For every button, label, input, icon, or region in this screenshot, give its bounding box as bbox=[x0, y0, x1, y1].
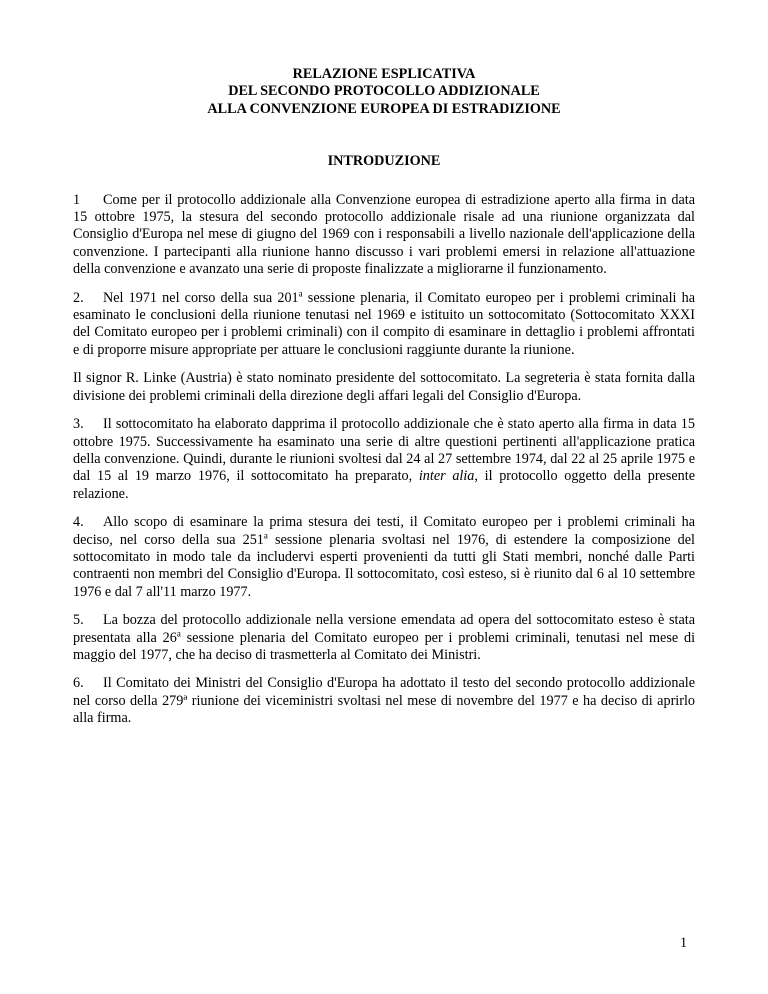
paragraph-number: 5. bbox=[73, 612, 84, 629]
paragraph-text: sessione plenaria, il Comitato europeo per i problemi criminali ha esaminato le conclusioni della riunione tenutasi nel 1969 e istituito un sottocomitato (Sottocomitato XXXI del Comitato europeo per i problemi criminali) con il compito di esaminare in dettaglio i problemi affrontati e di proporre misure appropriate per attuare le conclusioni raggiunte durante la riunione. bbox=[73, 289, 696, 358]
paragraph-number: 6. bbox=[73, 675, 84, 692]
paragraph-2 bbox=[73, 287, 696, 360]
paragraph-text: La bozza del protocollo addizionale nella versione emendata ad opera del sottocomitato esteso è stata presentata alla 26 bbox=[73, 612, 695, 646]
paragraph-1 bbox=[73, 192, 695, 279]
document-page bbox=[73, 66, 695, 728]
paragraph-text: Nel 1971 nel corso della sua 201 bbox=[103, 289, 299, 306]
paragraph-text: sessione plenaria del Comitato europeo per i problemi criminali, tenutasi nel mese di maggio del 1977, che ha deciso di trasmetterla al Comitato dei Ministri. bbox=[73, 629, 696, 663]
paragraph-2b bbox=[73, 370, 695, 405]
paragraph-number: 2. bbox=[73, 289, 84, 306]
paragraph-number: 1 bbox=[73, 191, 81, 208]
paragraph-text: Come per il protocollo addizionale alla Convenzione europea di estradizione aperto alla firma in data 15 ottobre 1975, la stesura del secondo protocollo addizionale risale ad una riunione organizzata dal Consiglio d'Europa nel mese di giugno del 1969 con i responsabili a livello nazionale dell'applicazione della convenzione. I partecipanti alla riunione hanno discusso i vari problemi emersi in relazione all'attuazione della convenzione e avanzato una serie di proposte finalizzate a migliorarne il funzionamento. bbox=[73, 191, 695, 278]
title-line-3: ALLA CONVENZIONE EUROPEA DI ESTRADIZIONE bbox=[207, 100, 561, 117]
title-line-1: RELAZIONE ESPLICATIVA bbox=[292, 66, 476, 82]
italic-phrase: inter alia bbox=[418, 468, 475, 485]
ordinal-superscript: a bbox=[263, 529, 268, 540]
section-heading-introduzione: INTRODUZIONE bbox=[327, 153, 441, 170]
paragraph-number: 3. bbox=[73, 416, 84, 433]
paragraph-4 bbox=[73, 514, 695, 601]
document-title bbox=[73, 66, 695, 118]
paragraph-3 bbox=[73, 416, 695, 503]
ordinal-superscript: a bbox=[298, 287, 303, 298]
paragraph-text: , il protocollo oggetto della presente relazione. bbox=[73, 468, 695, 502]
paragraph-text: Il sottocomitato ha elaborato dapprima il protocollo addizionale che è stato aperto alla firma in data 15 ottobre 1975. Successivamente ha esaminato una serie di altre questioni pertinenti all'applicazione pratica della convenzione. Quindi, durante le riunioni svoltesi dal 24 al 27 settembre 1974, dal 22 al 25 aprile 1975 e dal 15 al 19 marzo 1976, il sottocomitato ha preparato, bbox=[73, 416, 695, 485]
paragraph-text: Il signor R. Linke (Austria) è stato nominato presidente del sottocomitato. La segreteria è stata fornita dalla divisione dei problemi criminali della direzione degli affari legali del Consiglio d'Europa. bbox=[73, 370, 695, 404]
paragraph-number: 4. bbox=[73, 514, 84, 531]
paragraph-5 bbox=[73, 612, 695, 664]
ordinal-superscript: a bbox=[176, 627, 181, 638]
page-number: 1 bbox=[680, 935, 688, 951]
paragraph-text: Allo scopo di esaminare la prima stesura dei testi, il Comitato europeo per i problemi criminali ha deciso, nel corso della sua 251 bbox=[73, 514, 695, 548]
paragraph-text: sessione plenaria svoltasi nel 1976, di estendere la composizione del sottocomitato in modo tale da includervi esperti provenienti da tutti gli Stati membri, nonché dalle Parti contraenti non membri del Consiglio d'Europa. Il sottocomitato, così esteso, si è riunito dal 6 al 10 settembre 1976 e dal 7 all'11 marzo 1977. bbox=[73, 531, 695, 600]
paragraph-6 bbox=[73, 675, 695, 727]
paragraph-text: Il Comitato dei Ministri del Consiglio d'Europa ha adottato il testo del secondo protocollo addizionale nel corso della 279ª riunione dei viceministri svoltasi nel mese di novembre del 1977 e ha deciso di aprirlo alla firma. bbox=[73, 675, 695, 727]
title-line-2: DEL SECONDO PROTOCOLLO ADDIZIONALE bbox=[228, 83, 540, 100]
